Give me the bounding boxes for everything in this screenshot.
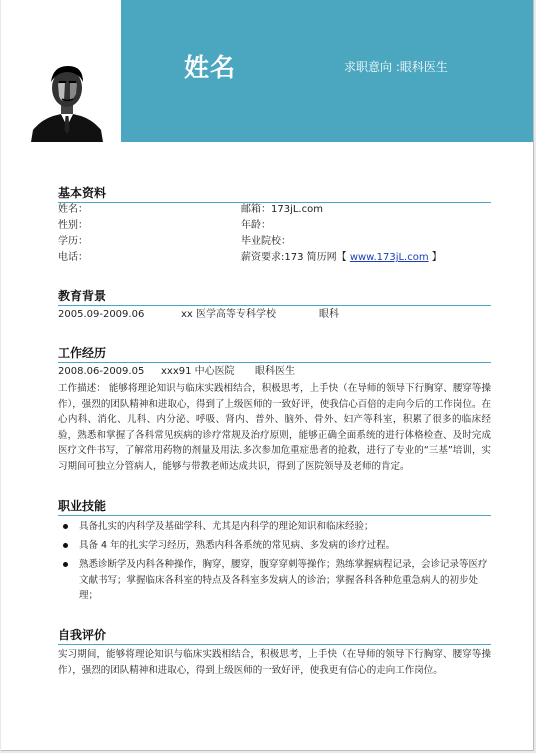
section-title-education: 教育背景 xyxy=(58,289,107,303)
section-title-self-eval: 自我评价 xyxy=(58,628,107,642)
skill-text: 具备扎实的内科学及基础学科、尤其是内科学的理论知识和临床经验； xyxy=(79,521,374,532)
section-divider xyxy=(58,362,491,363)
job-intent: 求职意向 :眼科医生 xyxy=(344,60,448,74)
edu-school: xx 医学高等专科学校 xyxy=(181,309,277,320)
work-description: 工作描述： 能够将理论知识与临床实践相结合，积极思考，上手快（在导师的领导下行胸穿、腰穿等操作），强烈的团队精神和进取心，得到了上级医师的一致好评，使我信心百倍的走向今后的工作岗位。在心内科、消化、儿科、内分泌、呼吸、肾内、普外、脑外、骨外、妇产等科室，积累了很多的临床经验，熟悉和掌握了各科常见疾病的诊疗常规及治疗原则，能够正确全面系统的进行体格检查、及时完成医疗文件书写，了解常用药物的剂量及用法.多次参加危重症患者的抢救，进行了专业的“三基”培训，实习期间可独立分管病人，能够与带教老师达成共识，得到了医院领导及老师的肯定。 xyxy=(58,383,491,472)
school-label: 毕业院校： xyxy=(241,236,291,247)
self-eval-text: 实习期间，能够将理论知识与临床实践相结合，积极思考，上手快（在导师的领导下行胸穿、腰穿等操作），强烈的团队精神和进取心，得到上级医师的一致好评，使我更有信心的走向工作岗位。 xyxy=(58,649,491,676)
portrait-photo xyxy=(31,60,103,142)
section-divider xyxy=(58,305,491,306)
section-title-work: 工作经历 xyxy=(58,346,107,360)
email-label: 邮箱：173jL.com xyxy=(241,204,323,215)
name-label: 姓名： xyxy=(58,204,88,215)
bullet-dot-icon xyxy=(63,562,68,567)
salary-suffix: 】 xyxy=(428,252,442,263)
edu-period: 2005.09-2009.06 xyxy=(58,309,145,320)
section-title-basic: 基本资料 xyxy=(58,186,107,200)
age-label: 年龄： xyxy=(241,220,271,231)
section-divider xyxy=(58,644,491,645)
phone-label: 电话： xyxy=(58,252,88,263)
bullet-dot-icon xyxy=(63,543,68,548)
skill-text: 具备 4 年的扎实学习经历，熟悉内科各系统的常见病、多发病的诊疗过程。 xyxy=(79,540,396,551)
work-org: xxx91 中心医院 xyxy=(161,366,235,377)
salary-link[interactable]: www.173jL.com xyxy=(349,252,429,263)
section-divider xyxy=(58,515,491,516)
skill-item xyxy=(79,538,491,554)
gender-label: 性别： xyxy=(58,220,88,231)
work-period: 2008.06-2009.05 xyxy=(58,366,145,377)
skill-item xyxy=(79,557,491,604)
section-work xyxy=(58,346,491,363)
section-self-eval xyxy=(58,628,491,645)
salary-line xyxy=(241,250,442,265)
education-label: 学历： xyxy=(58,236,88,247)
skill-item xyxy=(79,519,491,535)
salary-prefix: 薪资要求:173 简历网【 xyxy=(241,252,350,263)
section-education xyxy=(58,289,491,306)
resume-page xyxy=(1,0,534,751)
work-position: 眼科医生 xyxy=(255,366,295,377)
bullet-dot-icon xyxy=(63,524,68,529)
section-basic-info xyxy=(58,186,491,203)
header-band xyxy=(121,0,533,142)
section-title-skills: 职业技能 xyxy=(58,499,107,513)
section-skills xyxy=(58,499,491,516)
edu-major: 眼科 xyxy=(319,309,339,320)
skill-text: 熟悉诊断学及内科各种操作，胸穿，腰穿，腹穿穿刺等操作；熟练掌握病程记录，会诊记录等医疗文献书写；掌握临床各科室的特点及各科室多发病人的诊治；掌握各科各种危重急病人的初步处理； xyxy=(79,559,488,601)
resume-name: 姓名 xyxy=(184,53,237,82)
